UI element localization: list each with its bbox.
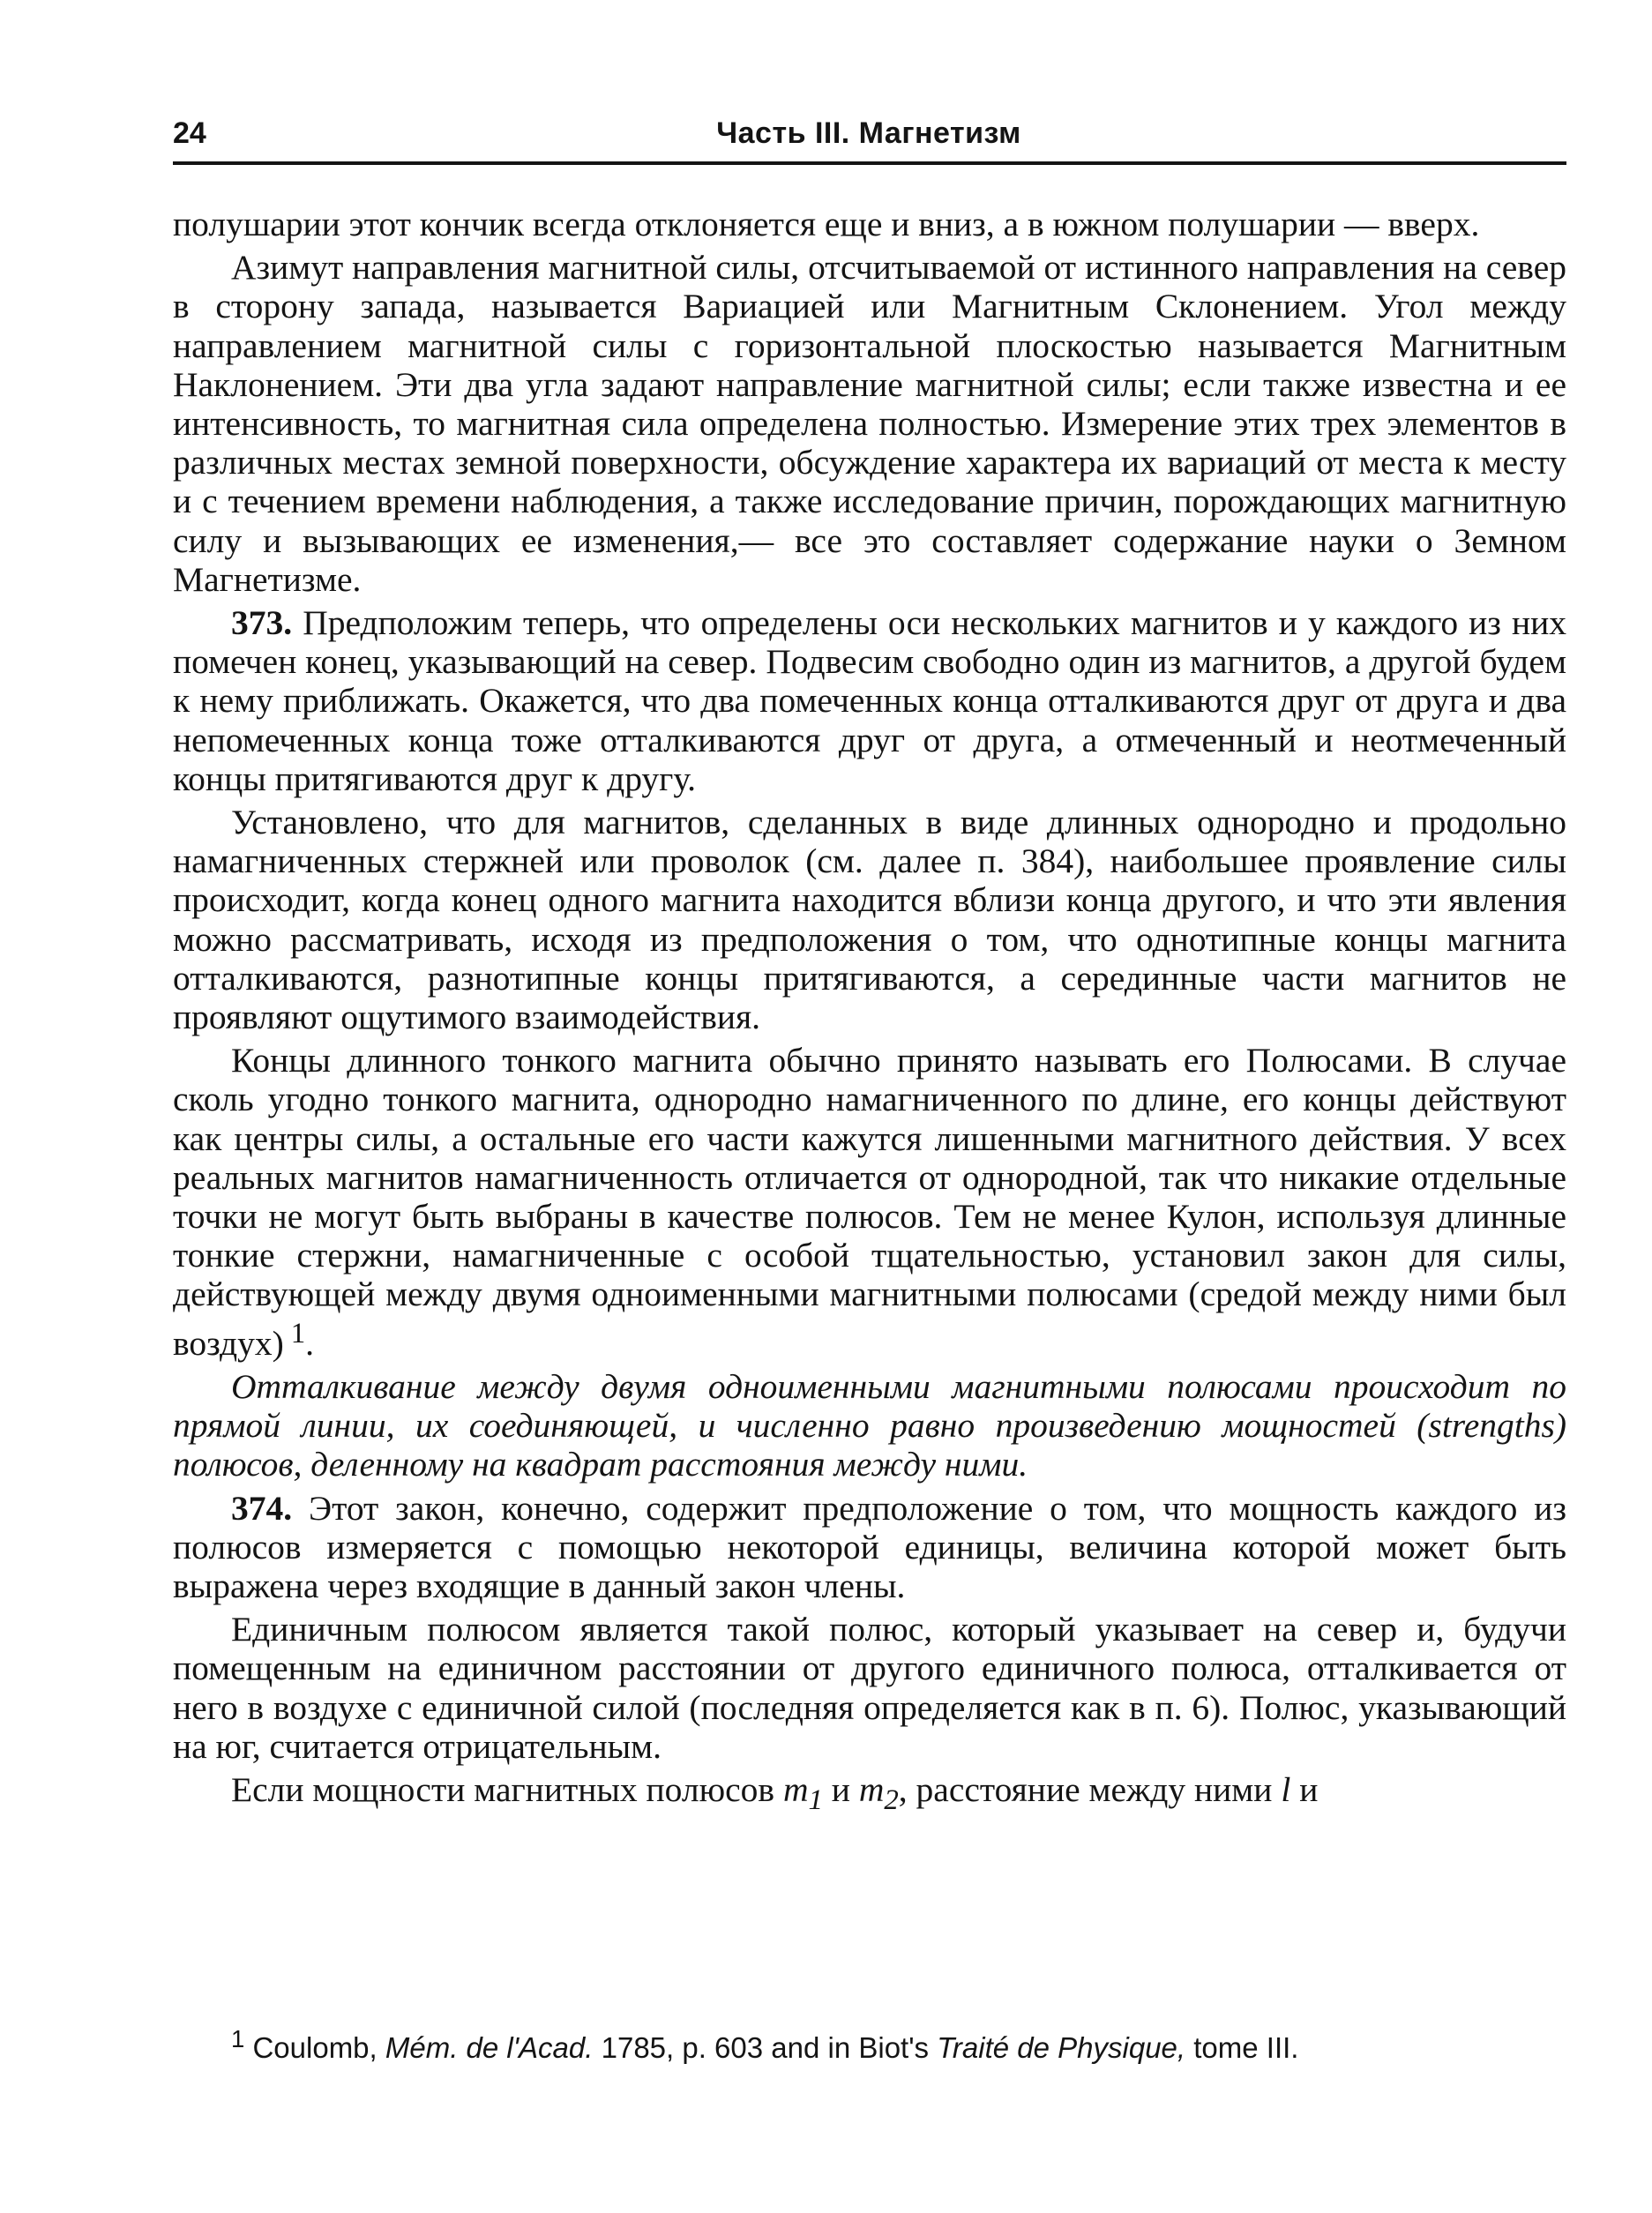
section-number-373: 373. <box>231 603 293 643</box>
variable-m1-letter: m <box>782 1770 809 1810</box>
variable-l: l <box>1281 1770 1291 1810</box>
footnote-source-memoires: Mém. de l'Acad. <box>385 2031 594 2064</box>
paragraph-continuation: полушарии этот кончик всегда отклоняется еще и вниз, а в южном полушарии — вверх. <box>173 205 1480 243</box>
pole-strengths-and: и <box>831 1770 850 1810</box>
paragraph-374-text: Этот закон, конечно, содержит предположение о том, что мощность каждого из полюсов измеряется с помощью некоторой единицы, величина которой может быть выражена через входящие в данный закон члены. <box>173 1488 1566 1606</box>
paragraph-poles-end: . <box>305 1323 315 1363</box>
variable-m2-letter: m <box>858 1770 885 1810</box>
footnote <box>173 2022 1566 2066</box>
header-rule <box>173 161 1566 165</box>
pole-strengths-text-c: и <box>1299 1770 1319 1810</box>
section-number-374: 374. <box>231 1488 293 1528</box>
footnote-marker: 1 <box>231 2025 245 2052</box>
variable-m2-subscript: 2 <box>884 1783 899 1816</box>
variable-m2 <box>858 1770 899 1816</box>
footnote-middle: 1785, p. 603 and in Biot's <box>601 2031 930 2064</box>
running-head <box>173 111 1565 155</box>
body-text <box>173 205 1566 1824</box>
paragraph-long-magnets: Установлено, что для магнитов, сделанных в виде длинных однородно и продольно намагниченных стержней или проволок (см. далее п. 384), наибольшее проявление силы происходит, когда конец одного магнита находится вблизи конца другого, и что эти явления можно рассматривать, исходя из предположения о том, что однотипные концы магнита отталкиваются, разнотипные концы притягиваются, а серединные части магнитов не проявляют ощутимого взаимодействия. <box>173 803 1566 1037</box>
footnote-reference: 1 <box>290 1317 306 1349</box>
coulomb-law-statement: Отталкивание между двумя одноименными магнитными полюсами происходит по прямой линии, их соединяющей, и численно равно произведению мощностей (strengths) полюсов, деленному на квадрат расстояния между ними. <box>173 1367 1566 1484</box>
running-title: Часть III. Магнетизм <box>716 116 1021 150</box>
paragraph-poles <box>173 1041 1566 1363</box>
footnote-tail: tome III. <box>1193 2031 1299 2064</box>
page-number: 24 <box>173 116 206 150</box>
paragraph-373-text: Предположим теперь, что определены оси нескольких магнитов и у каждого из них помечен конец, указывающий на север. Подвесим свободно один из магнитов, а другой будем к нему приближать. Окажется, что два помеченных конца отталкиваются друг от друга и два непомеченных конца тоже отталкиваются друг от друга, а отмеченный и неотмеченный концы притягиваются друг к другу. <box>173 603 1567 798</box>
paragraph-declination: Азимут направления магнитной силы, отсчитываемой от истинного направления на север в сторону запада, называется Вариацией или Магнитным Склонением. Угол между направлением магнитной силы с горизонтальной плоскостью называется Магнитным Наклонением. Эти два угла задают направление магнитной силы; если также известна и ее интенсивность, то магнитная сила определена полностью. Измерение этих трех элементов в различных местах земной поверхности, обсуждение характера их вариаций от места к месту и с течением времени наблюдения, а также исследование причин, порождающих магнитную силу и вызывающих ее изменения,— все это составляет содержание науки о Земном Магнетизме. <box>173 248 1566 599</box>
footnote-author: Coulomb, <box>252 2031 377 2064</box>
paragraph-unit-pole: Единичным полюсом является такой полюс, который указывает на север и, будучи помещенным на единичном расстоянии от другого единичного полюса, отталкивается от него в воздухе с единичной силой (последняя определяется как в п. 6). Полюс, указывающий на юг, считается отрицательным. <box>173 1610 1566 1766</box>
variable-m1-subscript: 1 <box>808 1783 823 1816</box>
footnote-source-traite: Traité de Physique, <box>937 2031 1186 2064</box>
pole-strengths-text-a: Если мощности магнитных полюсов <box>231 1770 775 1810</box>
paragraph-poles-text: Концы длинного тонкого магнита обычно принято называть его Полюсами. В случае сколь угодно тонкого магнита, однородно намагниченного по длине, его концы действуют как центры силы, а остальные его части кажутся лишенными магнитного действия. У всех реальных магнитов намагниченность отличается от однородной, так что никакие отдельные точки не могут быть выбраны в качестве полюсов. Тем не менее Кулон, используя длинные тонкие стержни, намагниченные с особой тщательностью, установил закон для силы, действующей между двумя одноименными магнитными полюсами (средой между ними был воздух) <box>173 1041 1566 1363</box>
pole-strengths-text-b: , расстояние между ними <box>898 1770 1273 1810</box>
paragraph-pole-strengths <box>173 1770 1566 1820</box>
paragraph-374 <box>173 1489 1566 1606</box>
paragraph-373 <box>173 603 1566 798</box>
variable-m1 <box>782 1770 823 1816</box>
